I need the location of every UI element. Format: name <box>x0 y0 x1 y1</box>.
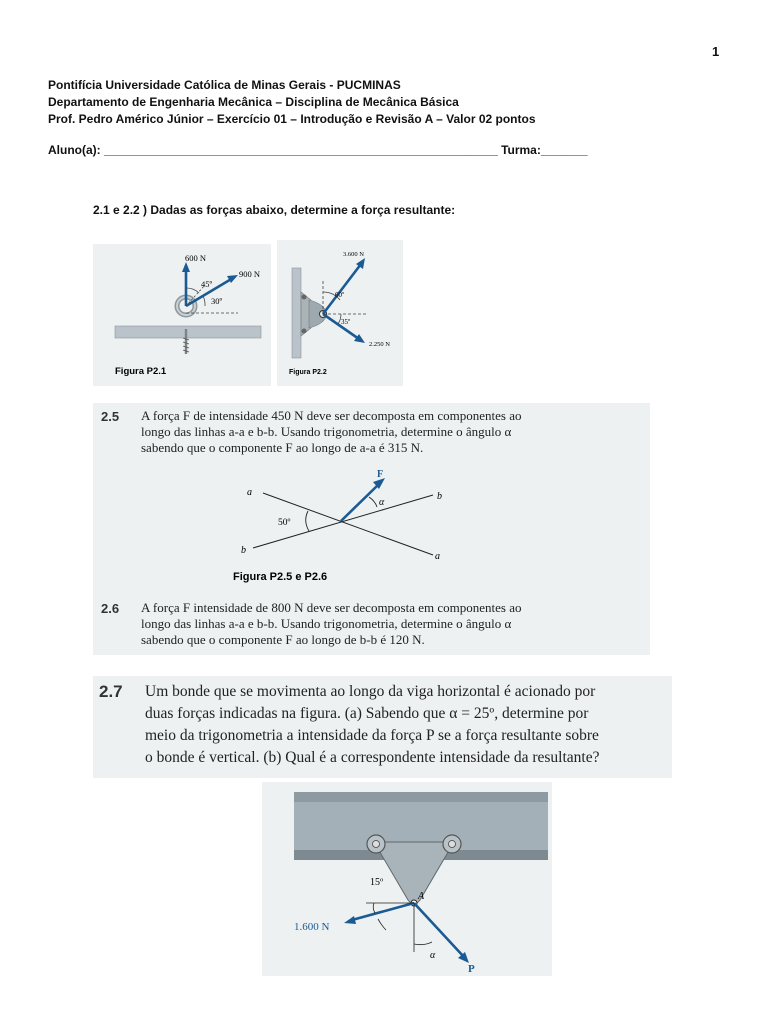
fig25-label: Figura P2.5 e P2.6 <box>233 571 328 583</box>
problem-2-7-panel <box>93 676 672 778</box>
fig21-label: Figura P2.1 <box>115 366 167 377</box>
figure-p2-1 <box>93 244 271 386</box>
page-number: 1 <box>712 44 720 59</box>
fig27-force-1600: 1.600 N <box>294 921 330 933</box>
problem-2-5-number: 2.5 <box>101 409 120 424</box>
fig25-line-a-start: a <box>247 487 252 498</box>
fig27-alpha: α <box>430 950 436 961</box>
question-intro: 2.1 e 2.2 ) Dadas as forças abaixo, determine a força resultante: <box>93 203 456 217</box>
problem-2-5-2-6-panel <box>93 403 650 655</box>
fig22-label: Figura P2.2 <box>289 369 327 376</box>
problem-2-6-number: 2.6 <box>101 601 120 616</box>
fig21-angle-30: 30º <box>211 296 223 306</box>
fig25-angle-50: 50º <box>278 518 291 528</box>
fig27-force-p: P <box>468 963 475 975</box>
fig25-alpha: α <box>379 497 385 508</box>
fig21-force-600: 600 N <box>185 253 207 263</box>
fig27-angle-15: 15º <box>370 877 384 888</box>
figure-p2-7 <box>262 782 552 976</box>
problem-2-7-number: 2.7 <box>99 682 123 701</box>
header-department: Departamento de Engenharia Mecânica – Disciplina de Mecânica Básica <box>48 95 459 109</box>
fig22-angle-35: 35º <box>341 318 351 326</box>
fig25-line-a-end: a <box>435 551 440 562</box>
fig25-force-f: F <box>377 469 384 480</box>
fig25-line-b-end: b <box>437 491 442 502</box>
header-institution: Pontifícia Universidade Católica de Minas Gerais - PUCMINAS <box>48 78 401 92</box>
fig22-force-3600: 3.600 N <box>343 251 364 258</box>
problem-2-6-text: A força F intensidade de 800 N deve ser decomposta em componentes ao longo das linhas a-a e b-b. Usando trigonometria, determine o ângulo α sabendo que o componente F ao longo de b-b é 120 N. <box>141 600 522 647</box>
fig21-angle-45: 45º <box>201 279 213 289</box>
fig25-line-b-start: b <box>241 545 246 556</box>
fig21-force-900: 900 N <box>239 269 261 279</box>
student-line: Aluno(a): ___________________________________________________________ Turma:_______ <box>48 143 588 157</box>
fig22-force-2250: 2.250 N <box>369 341 390 348</box>
header-professor: Prof. Pedro Américo Júnior – Exercício 01 – Introdução e Revisão A – Valor 02 pontos <box>48 112 536 126</box>
problem-2-5-text: A força F de intensidade 450 N deve ser decomposta em componentes ao longo das linhas a-a e b-b. Usando trigonometria, determine o ângulo α sabendo que o componente F ao longo de a-a é 315 N. <box>141 408 522 455</box>
problem-2-7-text: Um bonde que se movimenta ao longo da viga horizontal é acionado por duas forças indicadas na figura. (a) Sabendo que α = 25º, determine por meio da trigonometria a intensidade da força P se a força resultante sobre o bonde é vertical. (b) Qual é a correspondente intensidade da resultante? <box>145 683 600 766</box>
fig22-angle-60: 60º <box>335 291 345 299</box>
fig27-point-a: A <box>418 891 425 902</box>
document-header <box>48 77 536 128</box>
figure-p2-5 <box>233 463 493 588</box>
figure-p2-2 <box>277 240 403 386</box>
